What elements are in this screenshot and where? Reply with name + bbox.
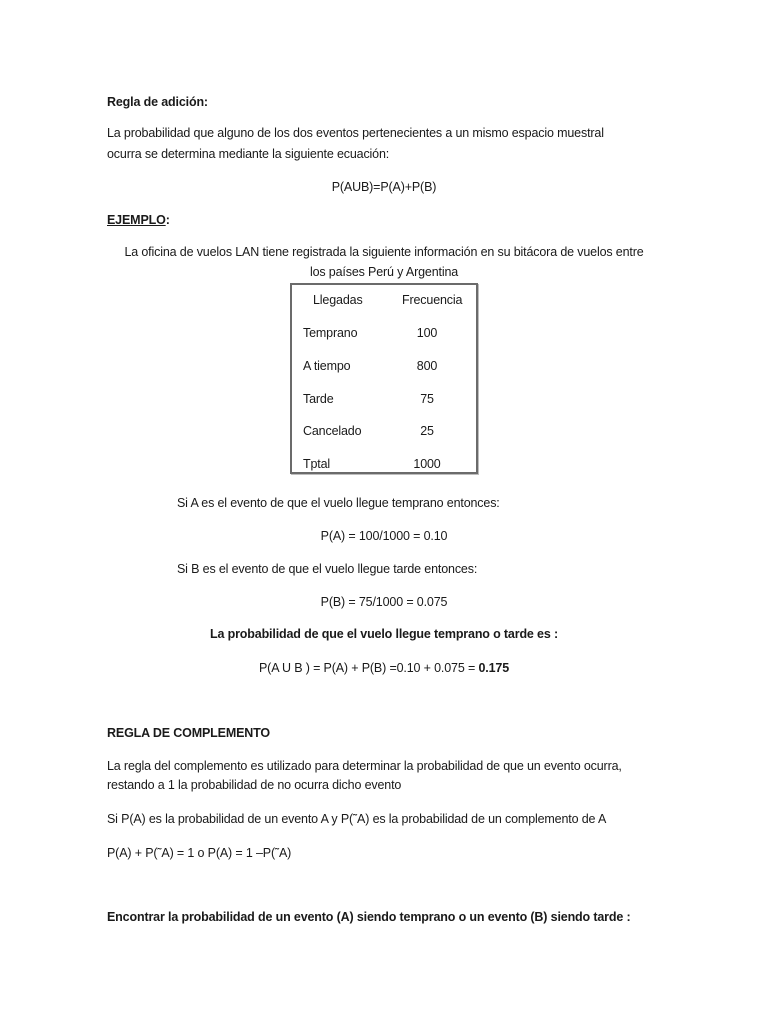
- table-row-label: Tarde: [303, 392, 334, 406]
- union-result-value: 0.175: [478, 661, 509, 675]
- table-row-label: A tiempo: [303, 359, 351, 373]
- example-heading: [107, 212, 170, 228]
- table-header-arrivals: Llegadas: [313, 293, 363, 307]
- table-row-value: 75: [420, 392, 434, 406]
- complement-paragraph-line-1: La regla del complemento es utilizado para determinar la probabilidad de que un evento ocurra,: [107, 759, 622, 773]
- section-title-addition: Regla de adición:: [107, 95, 208, 109]
- section-title-complement: REGLA DE COMPLEMENTO: [107, 726, 270, 740]
- union-result-formula: [0, 660, 768, 676]
- event-a-text: Si A es el evento de que el vuelo llegue temprano entonces:: [177, 496, 500, 510]
- union-question: La probabilidad de que el vuelo llegue temprano o tarde es :: [209, 627, 558, 641]
- complement-formula: P(A) + P(˜A) = 1 o P(A) = 1 –P(˜A): [107, 846, 292, 860]
- addition-paragraph-line-2: ocurra se determina mediante la siguiente ecuación:: [107, 147, 390, 161]
- table-row-value: 25: [420, 424, 434, 438]
- addition-paragraph-line-1: La probabilidad que alguno de los dos eventos pertenecientes a un mismo espacio muestral: [107, 126, 604, 140]
- complement-paragraph-line-2: restando a 1 la probabilidad de no ocurra dicho evento: [107, 778, 402, 792]
- event-b-text: Si B es el evento de que el vuelo llegue tarde entonces:: [177, 562, 478, 576]
- example-colon: :: [165, 213, 170, 227]
- table-row-value: 800: [416, 359, 438, 373]
- table-row-label: Cancelado: [303, 424, 362, 438]
- pb-formula: P(B) = 75/1000 = 0.075: [320, 595, 448, 609]
- addition-formula: P(AUB)=P(A)+P(B): [331, 180, 437, 194]
- example-label: EJEMPLO: [107, 213, 166, 227]
- table-row-value: 100: [416, 326, 438, 340]
- complement-definition: Si P(A) es la probabilidad de un evento A y P(˜A) es la probabilidad de un complemento de A: [107, 812, 607, 826]
- example-intro-line-2: los países Perú y Argentina: [309, 265, 459, 279]
- table-row-value: 1000: [413, 457, 441, 471]
- union-result-expression: P(A U B ) = P(A) + P(B) =0.10 + 0.075 =: [259, 661, 479, 675]
- exercise-prompt: Encontrar la probabilidad de un evento (A) siendo temprano o un evento (B) siendo tarde :: [107, 910, 631, 924]
- table-row-label: Tptal: [303, 457, 331, 471]
- table-header-frequency: Frecuencia: [402, 293, 463, 307]
- table-row-label: Temprano: [303, 326, 358, 340]
- pa-formula: P(A) = 100/1000 = 0.10: [320, 529, 448, 543]
- arrivals-frequency-table: [290, 283, 478, 474]
- example-intro-line-1: La oficina de vuelos LAN tiene registrada la siguiente información en su bitácora de vuelos entre: [124, 245, 644, 259]
